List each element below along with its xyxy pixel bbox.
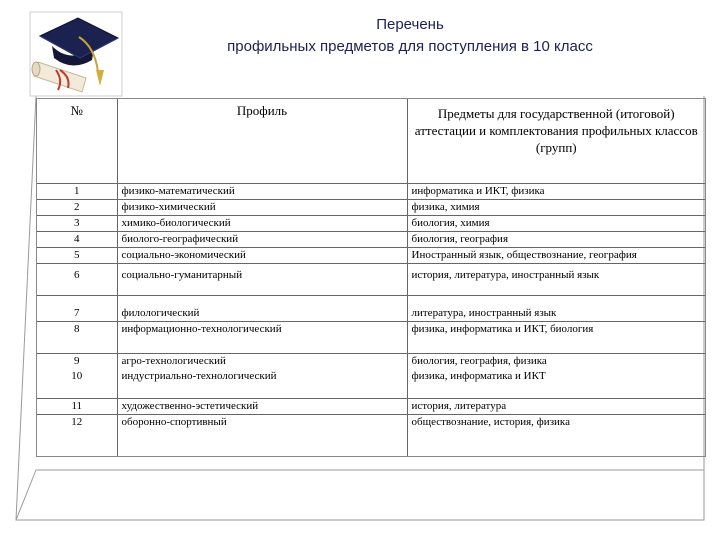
table-row — [37, 399, 705, 415]
row-num: 2 — [37, 200, 117, 216]
table-row — [37, 216, 705, 232]
row-subjects: литература, иностранный язык — [407, 306, 705, 322]
row-num: 9 — [74, 355, 80, 367]
row-profile: химико-биологический — [117, 216, 407, 232]
row-profile: агро-технологический — [117, 354, 407, 370]
row-profile: социально-гуманитарный — [117, 264, 407, 296]
row-subjects: биология, география — [407, 232, 705, 248]
row-subjects: история, литература, иностранный язык — [407, 264, 705, 296]
row-num: 6 — [37, 264, 117, 296]
table-row — [37, 184, 705, 200]
table-header-row — [37, 99, 705, 184]
row-profile: биолого-географический — [117, 232, 407, 248]
table-row — [37, 264, 705, 296]
row-subjects: физика, информатика и ИКТ, биология — [407, 322, 705, 338]
row-subjects: информатика и ИКТ, физика — [407, 184, 705, 200]
header-subjects: Предметы для государственной (итоговой) аттестации и комплектования профильных классов (групп) — [407, 99, 705, 184]
page-fold-line — [16, 470, 36, 520]
row-num: 4 — [37, 232, 117, 248]
row-subjects: история, литература — [407, 399, 705, 415]
row-num: 10 — [71, 370, 83, 382]
row-profile: художественно-эстетический — [117, 399, 407, 415]
page-title — [110, 14, 710, 58]
row-profile: социально-экономический — [117, 248, 407, 264]
table-row — [37, 322, 705, 338]
row-profile: индустриально-технологический — [117, 369, 407, 384]
row-profile: физико-химический — [117, 200, 407, 216]
row-num: 11 — [37, 399, 117, 415]
row-num: 5 — [37, 248, 117, 264]
title-line-1: Перечень — [376, 16, 444, 33]
profiles-table — [36, 98, 706, 457]
row-num: 3 — [37, 216, 117, 232]
row-subjects: биология, география, физика — [407, 354, 705, 370]
table-row — [37, 354, 705, 370]
table-row — [37, 200, 705, 216]
row-num: 1 — [37, 184, 117, 200]
header-profile: Профиль — [117, 99, 407, 184]
table-row — [37, 306, 705, 322]
row-subjects: Иностранный язык, обществознание, география — [407, 248, 705, 264]
row-subjects: физика, информатика и ИКТ — [407, 369, 705, 384]
row-subjects: обществознание, история, физика — [407, 415, 705, 431]
row-profile: физико-математический — [117, 184, 407, 200]
table-row — [37, 248, 705, 264]
row-profile: оборонно-спортивный — [117, 415, 407, 431]
row-num: 7 — [37, 306, 117, 322]
row-profile: информационно-технологический — [117, 322, 407, 338]
header-num: № — [37, 99, 117, 184]
row-num: 8 — [74, 323, 80, 335]
title-line-2: профильных предметов для поступления в 10 класс — [227, 38, 593, 55]
row-subjects: биология, химия — [407, 216, 705, 232]
row-subjects: физика, химия — [407, 200, 705, 216]
row-profile: филологический — [117, 306, 407, 322]
row-num: 12 — [71, 416, 83, 428]
table-row — [37, 232, 705, 248]
table-row — [37, 415, 705, 431]
table-row — [37, 369, 705, 384]
